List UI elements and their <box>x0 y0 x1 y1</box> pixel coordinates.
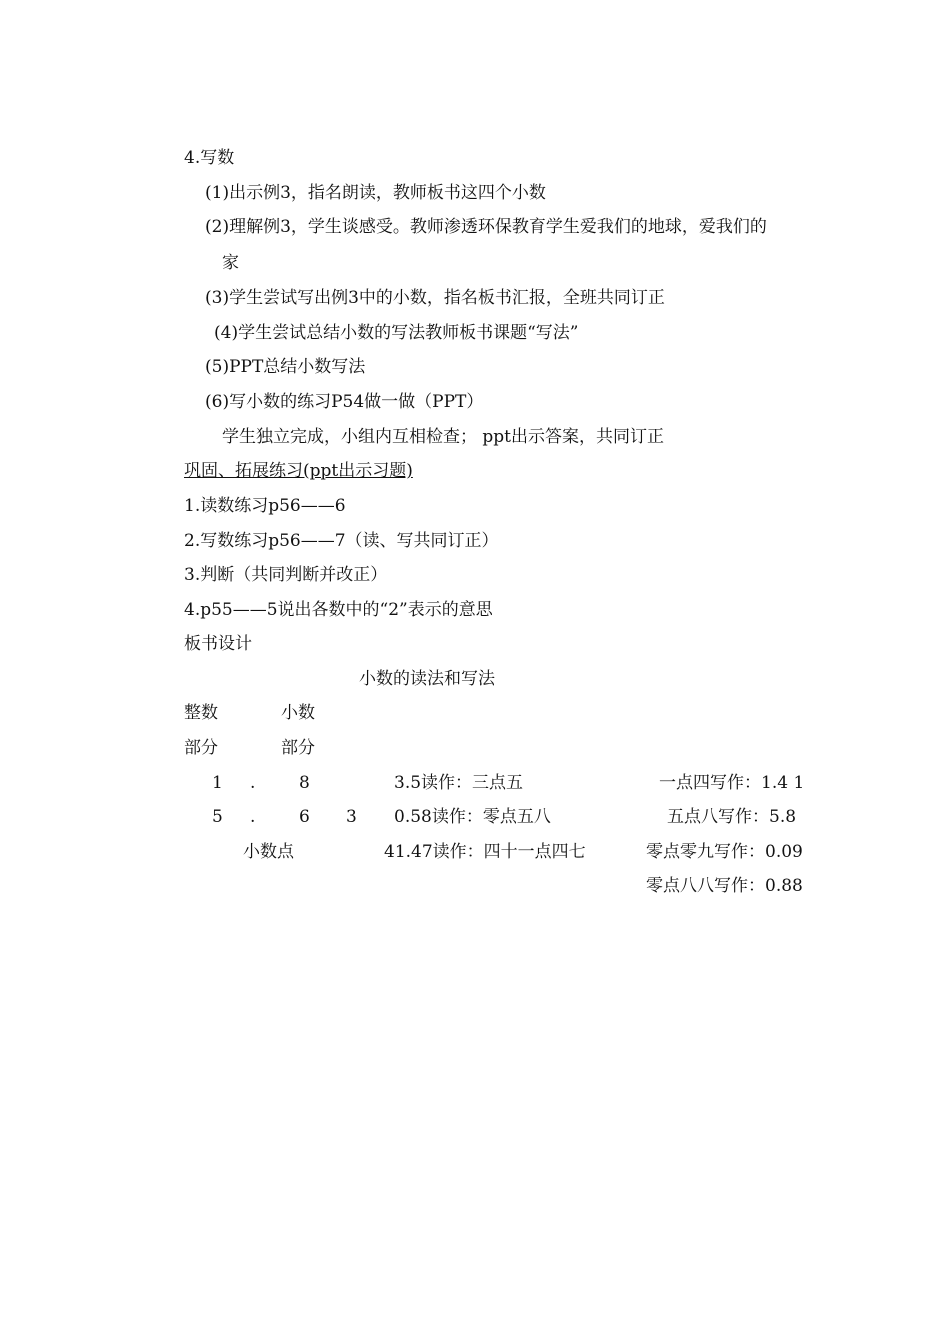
list-item: 2.写数练习p56——7（读、写共同订正） <box>184 531 499 551</box>
reading-example: 0.58读作：零点五八 <box>394 807 551 827</box>
integer-part-label: 部分 <box>184 738 218 758</box>
decimal-point-label: 小数点 <box>243 842 294 862</box>
writing-example: 一点四写作：1.4 1 <box>659 773 805 793</box>
section-heading: 4.写数 <box>184 148 235 168</box>
list-item: (2)理解例3，学生谈感受。教师渗透环保教育学生爱我们的地球，爱我们的 <box>205 217 767 237</box>
list-item: 3.判断（共同判断并改正） <box>184 565 388 585</box>
digit: 8 <box>299 773 310 793</box>
practice-heading: 巩固、拓展练习(ppt出示习题) <box>184 461 413 481</box>
board-title: 小数的读法和写法 <box>359 669 495 689</box>
list-item: (3)学生尝试写出例3中的小数，指名板书汇报，全班共同订正 <box>205 288 665 308</box>
list-item: (1)出示例3，指名朗读，教师板书这四个小数 <box>205 183 546 203</box>
list-item: (5)PPT总结小数写法 <box>205 357 366 377</box>
reading-example: 3.5读作：三点五 <box>394 773 524 793</box>
decimal-point: . <box>250 807 256 827</box>
list-item: (6)写小数的练习P54做一做（PPT） <box>205 392 484 412</box>
integer-part-label: 整数 <box>184 703 218 723</box>
writing-example: 零点零九写作：0.09 <box>646 842 803 862</box>
list-item: 学生独立完成，小组内互相检查； ppt出示答案，共同订正 <box>222 427 664 447</box>
digit: 3 <box>346 807 357 827</box>
board-heading: 板书设计 <box>184 634 252 654</box>
list-item: 4.p55——5说出各数中的“2”表示的意思 <box>184 600 493 620</box>
decimal-part-label: 部分 <box>281 738 315 758</box>
list-item: (4)学生尝试总结小数的写法教师板书课题“写法” <box>214 323 579 343</box>
writing-example: 五点八写作：5.8 <box>667 807 797 827</box>
digit: 6 <box>299 807 310 827</box>
reading-example: 41.47读作：四十一点四七 <box>384 842 586 862</box>
digit: 5 <box>212 807 223 827</box>
list-item: 1.读数练习p56——6 <box>184 496 346 516</box>
digit: 1 <box>212 773 223 793</box>
writing-example: 零点八八写作：0.88 <box>646 876 803 896</box>
decimal-point: . <box>250 773 256 793</box>
decimal-part-label: 小数 <box>281 703 315 723</box>
list-item: 家 <box>222 253 239 273</box>
